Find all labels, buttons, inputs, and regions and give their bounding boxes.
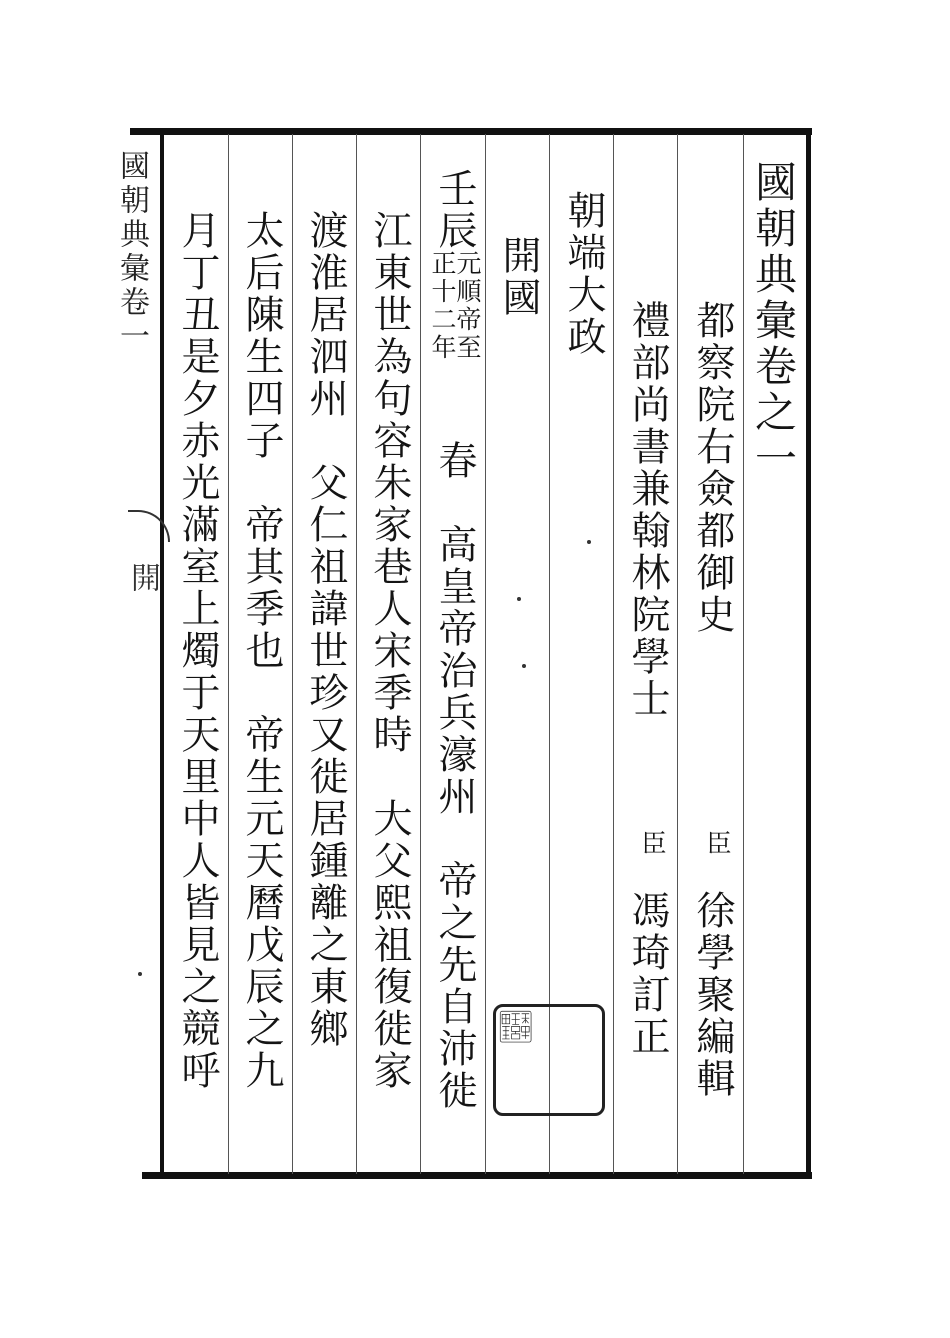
column-divider (613, 134, 614, 1174)
column-divider (420, 134, 421, 1174)
margin-section: 開 (125, 562, 160, 596)
ink-speck (522, 664, 526, 668)
ink-speck (587, 540, 591, 544)
entry-note-left: 正十二年 (428, 250, 457, 362)
column-divider (228, 134, 229, 1174)
volume-title: 國朝典彙卷之一 (749, 160, 798, 482)
collector-seal (493, 1004, 605, 1116)
ink-speck (517, 597, 521, 601)
reviser-chen: 臣 (638, 830, 667, 855)
column-divider (292, 134, 293, 1174)
compiler-chen: 臣 (703, 830, 732, 855)
frame-top-rule (130, 128, 812, 135)
column-divider (485, 134, 486, 1174)
compiler-office: 都察院右僉都御史 (690, 300, 735, 636)
frame-left-rule (160, 132, 164, 1176)
seal-glyphs (499, 1010, 532, 1043)
compiler-name: 徐學聚編輯 (690, 890, 735, 1100)
frame-bottom-rule (142, 1172, 812, 1179)
reviser-name: 馮琦訂正 (625, 890, 670, 1058)
column-divider (677, 134, 678, 1174)
reviser-office: 禮部尚書兼翰林院學士 (625, 300, 670, 720)
body-column: 太后陳生四子 帝其季也 帝生元天曆戊辰之九 (239, 210, 284, 1092)
frame-right-rule (806, 128, 811, 1179)
entry-text: 春 高皇帝治兵濠州 帝之先自沛徙 (432, 440, 477, 1112)
column-divider (743, 134, 744, 1174)
margin-title: 國朝典彙卷一 (114, 150, 149, 354)
category-title: 朝端大政 (561, 190, 606, 358)
column-divider (356, 134, 357, 1174)
body-column: 月丁丑是夕赤光滿室上燭于天里中人皆見之競呼 (175, 210, 220, 1092)
ink-speck (138, 972, 142, 976)
body-column: 渡淮居泗州 父仁祖諱世珍又徙居鍾離之東鄉 (303, 210, 348, 1050)
subcategory-title: 開國 (496, 235, 541, 319)
body-column: 江東世為句容朱家巷人宋季時 大父熙祖復徙家 (367, 210, 412, 1092)
entry-year: 壬辰 (432, 168, 477, 252)
entry-note-right: 元順帝至 (453, 250, 482, 362)
